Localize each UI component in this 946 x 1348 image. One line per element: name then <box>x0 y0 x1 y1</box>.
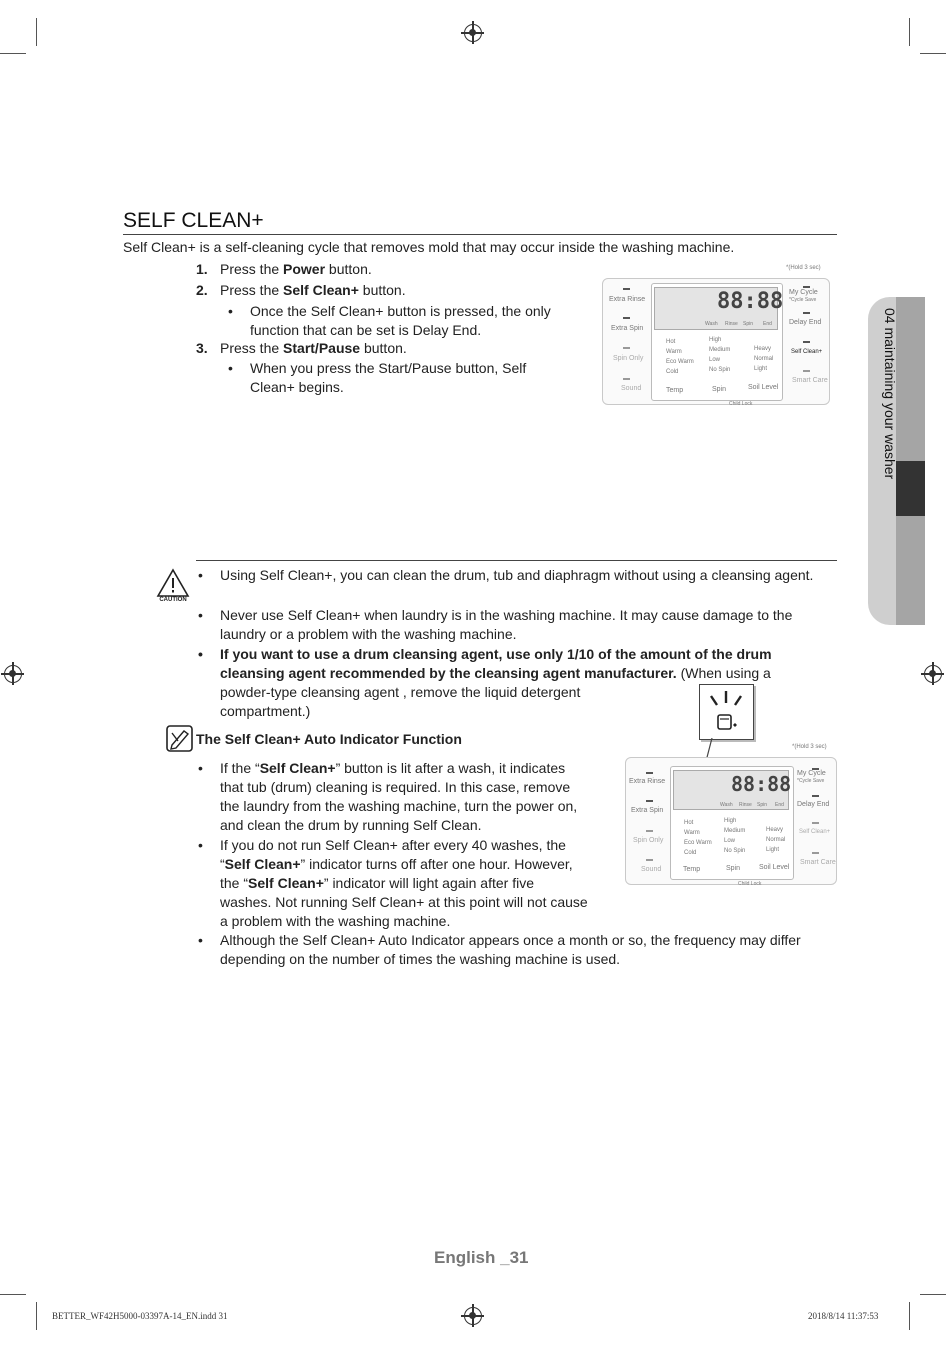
crop-mark <box>36 1302 37 1330</box>
caution-divider <box>196 560 837 561</box>
step-text: Press the <box>220 340 284 356</box>
crop-mark <box>920 1294 946 1295</box>
crop-mark <box>36 18 37 46</box>
step-number: 3. <box>196 340 208 356</box>
note-icon <box>166 725 193 752</box>
lcd-display: 88:88 Wash Rinse Spin End <box>654 287 778 330</box>
step-text: Press the <box>220 282 284 298</box>
registration-mark-icon <box>4 665 22 683</box>
step-bold: Self Clean+ <box>283 282 359 298</box>
lcd-digits: 88:88 <box>717 289 784 314</box>
registration-mark-icon <box>464 1307 482 1325</box>
step-bold: Start/Pause <box>283 340 361 356</box>
control-panel-illustration: *(Hold 3 sec) Extra Rinse Extra Spin Spin Only Sound 88:88 Wash Rinse Spin End Hot Warm Eco Warm Cold High Medium Low No Spin Heavy Normal Light Temp Spin Soil Level My Cycle *Cycle Save Delay End Self Clean+ Smart Care Child Lock <box>602 278 830 405</box>
indicator-callout <box>699 684 754 740</box>
chapter-tab-marker <box>896 461 925 516</box>
step-number: 1. <box>196 261 208 277</box>
hold-note: *(Hold 3 sec) <box>786 265 821 271</box>
lcd-digits: 88:88 <box>731 772 792 796</box>
panel-center: 88:88 Wash Rinse Spin End Hot Warm Eco Warm Cold High Medium Low No Spin Heavy Normal Light Temp Spin Soil Level <box>670 766 794 880</box>
caution-label: CAUTION <box>159 597 187 603</box>
intro-text: Self Clean+ is a self-cleaning cycle that removes mold that may occur inside the washing machine. <box>123 239 735 255</box>
crop-mark <box>920 53 946 54</box>
step-text: button. <box>325 261 372 277</box>
title-divider <box>123 234 837 235</box>
page-footer: English _31 <box>434 1248 529 1267</box>
crop-mark <box>0 1294 26 1295</box>
panel-center: 88:88 Wash Rinse Spin End Hot Warm Eco Warm Cold High Medium Low No Spin Heavy Normal Light Temp Spin Soil Level <box>651 283 783 401</box>
registration-mark-icon <box>924 665 942 683</box>
step-bold: Power <box>283 261 326 277</box>
slug-filename: BETTER_WF42H5000-03397A-14_EN.indd 31 <box>52 1311 228 1321</box>
crop-mark <box>0 53 26 54</box>
hold-note: *(Hold 3 sec) <box>792 744 827 750</box>
caution-bold-text: If you want to use a drum cleansing agent, use only 1/10 of the amount of the drum cleansing agent recommended by the cleansing agent manufacturer. <box>220 646 772 681</box>
drum-clean-icon <box>700 685 752 737</box>
step-text: button. <box>360 340 407 356</box>
step-text: button. <box>358 282 406 298</box>
slug-date: 2018/8/14 11:37:53 <box>808 1311 879 1321</box>
page-title: SELF CLEAN+ <box>123 209 264 232</box>
control-panel-illustration: *(Hold 3 sec) Extra Rinse Extra Spin Spin Only Sound 88:88 Wash Rinse Spin End Hot Warm Eco Warm Cold High Medium Low No Spin Heavy Normal Light Temp Spin Soil Level My Cycle *Cycle Save Delay End Self Clean+ Smart Care Child Lock <box>625 757 837 885</box>
crop-mark <box>909 1302 910 1330</box>
step-number: 2. <box>196 282 208 298</box>
step-text: Press the <box>220 261 284 277</box>
crop-mark <box>909 18 910 46</box>
registration-mark-icon <box>464 24 482 42</box>
lcd-display: 88:88 Wash Rinse Spin End <box>673 770 789 810</box>
chapter-tab-label: 04 maintaining your washer <box>882 308 898 480</box>
note-heading: The Self Clean+ Auto Indicator Function <box>196 731 462 747</box>
